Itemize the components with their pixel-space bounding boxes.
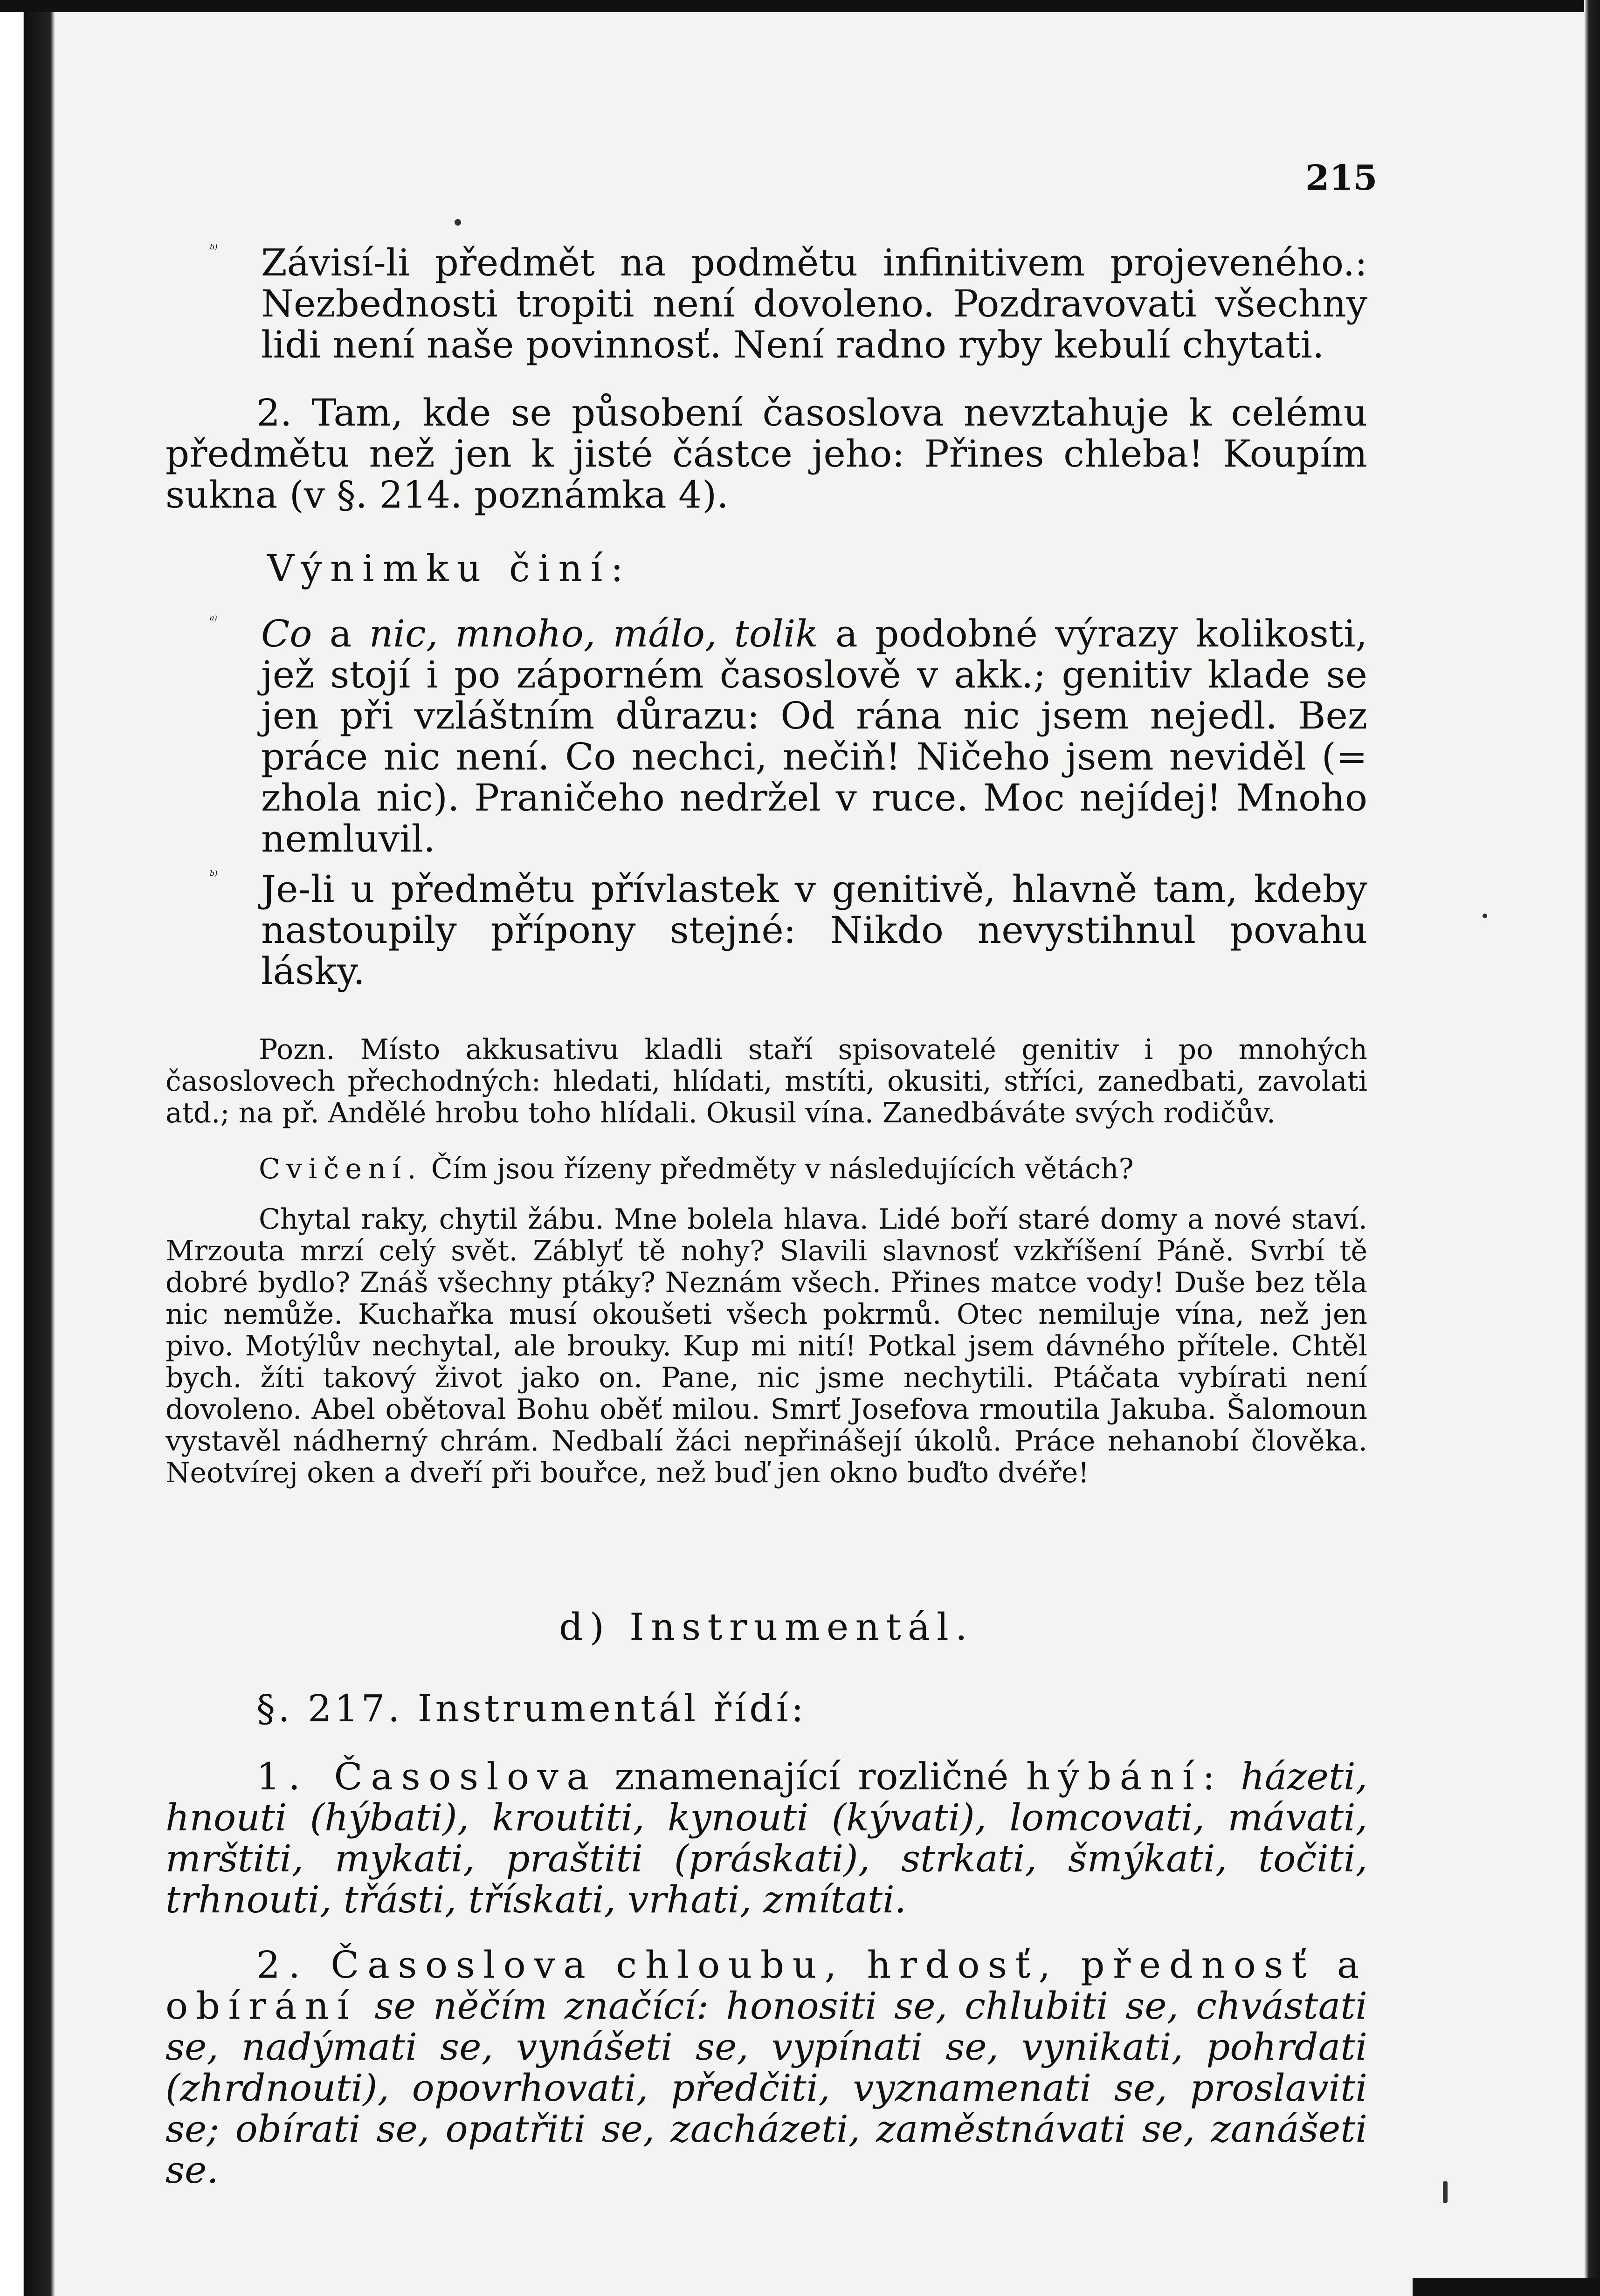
page-number: 215 (1305, 158, 1378, 198)
scan-edge-bottom (1413, 2278, 1600, 2296)
exercise-heading (166, 1153, 1367, 1185)
item-text (261, 613, 1367, 859)
item-text: Je-li u předmětu přívlastek v genitivě, hlavně tam, kdeby nastoupily přípony stejné: Nikdo nevystihnul povahu lásky. (261, 867, 1367, 993)
item-label: b) (210, 242, 218, 251)
item-1-text: házeti, hnouti (hýbati), kroutiti, kynouti (kývati), lomcovati, mávati, mrštiti, mykati, praštiti (práskati), strkati, šmýkati, točiti, trhnouti, třásti, třískati, vrhati, zmítati. (166, 1755, 1368, 1921)
point-2: 2. Tam, kde se působení časoslova nevztahuje k celému předmětu než jen k jisté částce jeho: Přines chleba! Koupím sukna (v §. 214. poznámka 4). (166, 391, 1367, 516)
item-1 (166, 1756, 1367, 1920)
item-a-quantity (210, 613, 1367, 859)
item-2-text: se něčím značící: honositi se, chlubiti se, chvástati se, nadýmati se, vynášeti se, vypínati se, vynikati, pohrdati (zhrdnouti), opovrhovati, předčiti, vyznamenati se, proslaviti se; obírati se, opatřiti se, zacházeti, zaměstnávati se, zanášeti se. (166, 1984, 1367, 2192)
exercise-question: Čím jsou řízeny předměty v následujících větách? (431, 1153, 1134, 1185)
item-body: a podobné výrazy kolikosti, jež stojí i po záporném časoslově v akk.; genitiv klade se jen při vzláštním důrazu: Od rána nic jsem nejedl. Bez práce nic není. Co nechci, nečiň! Ničeho jsem neviděl (= zhola nic). Praničeho nedržel v ruce. Moc nejídej! Mnoho nemluvil. (261, 612, 1367, 860)
note: Pozn. Místo akkusativu kladli staří spisovatelé genitiv i po mnohých časoslovech přechodných: hledati, hlídati, mstíti, okusiti, stříci, zanedbati, zavolati atd.; na př. Andělé hrobu toho hlídali. Okusil vína. Zanedbáváte svých rodičův. (166, 1033, 1367, 1129)
exercise-title: Cvičení. (259, 1153, 422, 1185)
scan-speck (1483, 914, 1487, 918)
page-content (166, 242, 1367, 2191)
exercise-text: Chytal raky, chytil žábu. Mne bolela hlava. Lidé boří staré domy a nové staví. Mrzouta mrzí celý svět. Záblyť tě nohy? Slavili slavnosť vzkříšení Páně. Svrbí tě dobré bydlo? Znáš všechny ptáky? Neznám všech. Přines matce vody! Duše bez těla nic nemůže. Kuchařka musí okoušeti všech pokrmů. Otec nemiluje vína, než jen pivo. Motýlův nechytal, ale brouky. Kup mi nití! Potkal jsem dávného přítele. Chtěl bych. žíti takový život jako on. Pane, nic jsme nechytili. Ptáčata vybírati není dovoleno. Abel obětoval Bohu oběť milou. Smrť Josefova rmoutila Jakuba. Šalomoun vystavěl nádherný chrám. Nedbalí žáci nepřinášejí úkolů. Práce nehanobí člověka. Neotvírej oken a dveří při bouřce, než buď jen okno buďto dvéře! (166, 1203, 1367, 1489)
item-connector: a (329, 612, 352, 655)
paragraph-217: §. 217. Instrumentál řídí: (256, 1687, 807, 1730)
item-2-lead: 2. Časoslova chloubu, hrdosť, přednosť a obírání (166, 1943, 1367, 2028)
item-b-infinitive (210, 242, 1367, 365)
item-label: a) (210, 613, 217, 622)
section-heading: d) Instrumentál. (559, 1605, 974, 1649)
item-label: b) (210, 869, 218, 878)
item-1-keyword: hýbání: (1026, 1755, 1223, 1798)
scan-edge-right (1584, 0, 1600, 2296)
item-text: Závisí-li předmět na podmětu infinitivem projeveného.: Nezbednosti tropiti není dovoleno. Pozdravovati všechny lidi není naše povinnosť. Není radno ryby kebulí chytati. (261, 241, 1367, 366)
scan-speck (455, 219, 461, 226)
exception-heading: Výnimku činí: (267, 547, 632, 590)
scan-speck (1443, 2181, 1448, 2203)
item-1-lead-rest: znamenající rozličné (614, 1755, 1009, 1798)
item-italic-list: nic, mnoho, málo, tolik (369, 612, 818, 655)
item-2 (166, 1945, 1367, 2191)
scan-edge-left (0, 0, 55, 2296)
item-b-attribute (210, 869, 1367, 992)
item-1-lead: 1. Časoslova (256, 1755, 597, 1798)
scan-edge-top (0, 0, 1600, 12)
item-lead: Co (261, 612, 312, 655)
